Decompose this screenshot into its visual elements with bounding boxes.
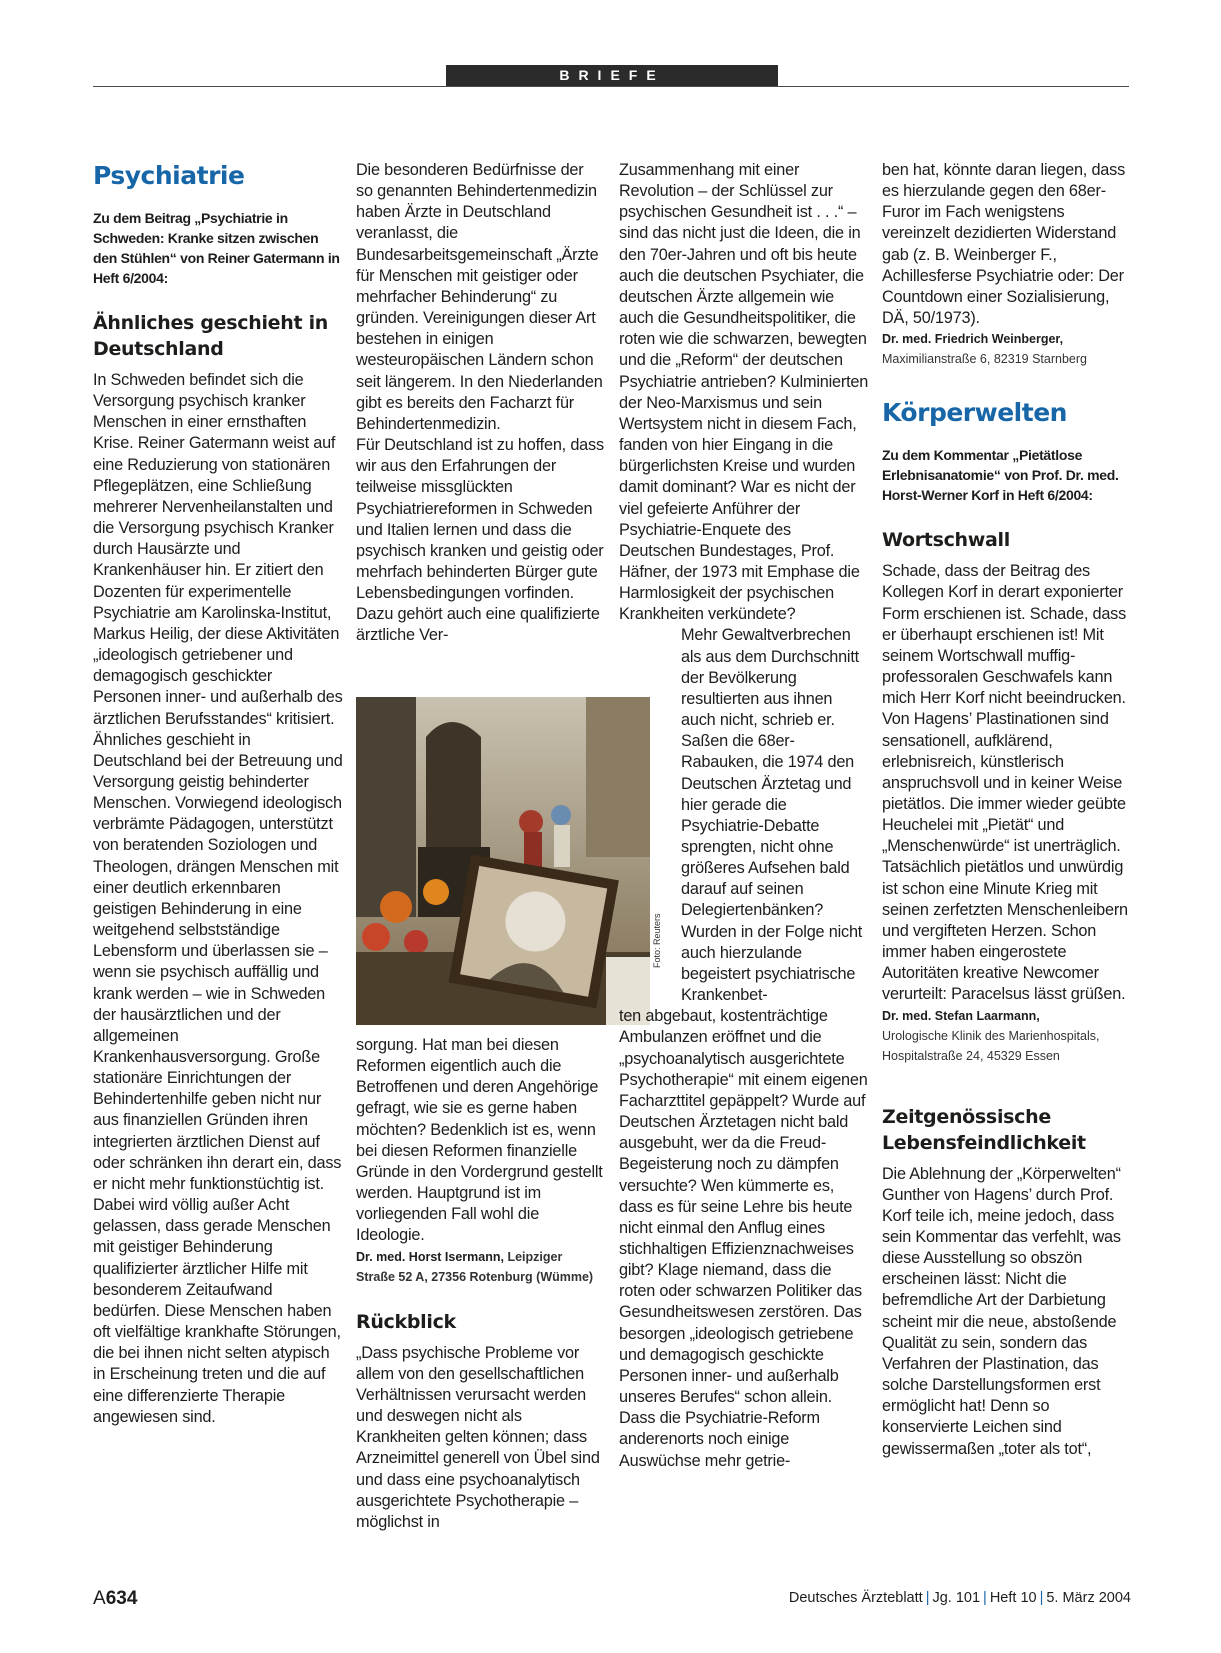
signature-name — [356, 1247, 604, 1287]
column-1 — [93, 160, 343, 1428]
column-2 — [356, 160, 604, 647]
section-header-label: BRIEFE — [446, 65, 778, 86]
section-title-koerperwelten: Körperwelten — [882, 398, 1067, 428]
letter-body-continued: ten abgebaut, kostenträchtige Ambulanzen eröffnet und die „psychoanalytisch ausgerichtete Psychotherapie“ mit einem eigenen Facharzttitel gepäppelt? Wurde auf Deutschen Ärztetagen nicht bald ausgebuht, wer da die Freud-Begeisterung noch zu dämpfen versuchte? Wen kümmerte es, dass es für seine Lehre bis heute nicht einmal den Anflug eines stichhaltigen Effizienznachweises gibt? Klage niemand, dass die roten oder schwarzen Politiker das Gesundheitswesen zerstören. Das besorgen „ideologisch getriebene und demagogisch geschickte Personen inner- und außerhalb unseres Berufes“ schon allein. Dass die Psychiatrie-Reform anderenorts noch einige Auswüchse mehr getrie- — [619, 1007, 868, 1470]
article-reference: Zu dem Kommentar „Pietätlose Erlebnisanatomie“ von Prof. Dr. med. Horst-Werner Korf in Heft 6/2004: — [882, 447, 1119, 504]
memorial-photo — [356, 697, 650, 1025]
signature-address: Urologische Klinik des Marienhospitals, Hospitalstraße 24, 45329 Essen — [882, 1028, 1100, 1063]
column-3 — [619, 160, 869, 1472]
signature-address: Leipziger Straße 52 A, 27356 Rotenburg (Wümme) — [356, 1249, 594, 1284]
photo-credit: Foto: Reuters — [652, 913, 662, 968]
column-4 — [882, 160, 1132, 1460]
column-2-lower — [356, 1035, 604, 1533]
signature-address: Maximilianstraße 6, 82319 Starnberg — [882, 352, 1087, 367]
page-number-value: 634 — [105, 1588, 138, 1609]
page-number — [93, 1588, 137, 1610]
letter-body: In Schweden befindet sich die Versorgung psychisch kranker Menschen in einer ernsthaften Krise. Reiner Gatermann weist auf eine Reduzierung von stationären Pflegeplätzen, eine Schließung mehrerer Nervenheilanstalten und die Versorgung psychisch Kranker durch Hausärzte und Krankenhäuser hin. Er zitiert den Dozenten für experimentelle Psychiatrie am Karolinska-Institut, Markus Heilig, der diese Aktivitäten „ideologisch getriebener und demagogisch geschickter Personen inner- und außerhalb des ärztlichen Berufsstandes“ kritisiert. Ähnliches geschieht in Deutschland bei der Betreuung und Versorgung geistig behinderter Menschen. Vorwiegend ideologisch verbrämte Pädagogen, unterstützt von beratenden Soziologen und Theologen, drängen Menschen mit einer deutlich erkennbaren geistigen Behinderung in eine weitgehend selbstständige Lebensform und überlassen sie – wenn sie psychisch auffällig und krank werden – wie in Schweden der hausärztlichen und der allgemeinen Krankenhausversorgung. Große stationäre Einrichtungen der Behindertenhilfe geben nicht nur aus finanziellen Gründen ihren integrierten ärztlichen Dienst auf oder schränken ihn derart ein, dass er nicht mehr funktionstüchtig ist. Dabei wird völlig außer Acht gelassen, dass gerade Menschen mit geistiger Behinderung qualifizierter ärztlicher Hilfe mit besonderem Zeitaufwand bedürfen. Diese Menschen haben oft vielfältige krankhafte Störungen, die bei ihnen nicht selten atypisch in Erscheinung treten und die auf eine differenzierte Therapie angewiesen sind. — [93, 371, 343, 1426]
journal-date: 5. März 2004 — [1046, 1590, 1131, 1606]
memorial-photo-illustration — [356, 697, 650, 1025]
letter-body-continued: ben hat, könnte daran liegen, dass es hierzulande gegen den 68er-Furor im Fach wenigstens vereinzelt dezidierten Widerstand gab (z. B. Weinberger F., Achillesferse Psychiatrie oder: Der Countdown einer Sozialisierung, DÄ, 50/1973). — [882, 161, 1126, 328]
journal-volume: Jg. 101 — [932, 1590, 981, 1606]
letter-body-beside-photo: Mehr Gewaltverbrechen als aus dem Durchschnitt der Bevölkerung resultierten aus ihnen auch nicht, schrieb er. Saßen die 68er-Rabauken, die 1974 den Deutschen Ärztetag und hier gerade die Psychiatrie-Debatte sprengten, nicht ohne größeres Aufsehen bald darauf auf seinen Delegiertenbänken? Wurden in der Folge nicht auch hierzulande begeistert psychiatrische Krankenbet- — [681, 626, 863, 1005]
section-title-psychiatrie: Psychiatrie — [93, 161, 245, 190]
article-reference: Zu dem Beitrag „Psychiatrie in Schweden: Kranke sitzen zwischen den Stühlen“ von Reiner Gatermann in Heft 6/2004: — [93, 210, 340, 286]
letter-title: Ähnliches geschieht in Deutschland — [93, 312, 329, 360]
letter-title-rueckblick: Rückblick — [356, 1310, 456, 1333]
journal-issue: Heft 10 — [989, 1590, 1037, 1606]
journal-info: Deutsches Ärzteblatt | Jg. 101 | Heft 10 | 5. März 2004 — [788, 1590, 1131, 1606]
letter-body-lebensfeindlichkeit: Die Ablehnung der „Körperwelten“ Gunther von Hagens’ durch Prof. Korf teile ich, meine jedoch, dass sein Kommentar das verfehlt, was diese Ausstellung so obszön erscheinen lässt: Nicht die befremdliche Art der Darbietung scheint mir die neue, abstoßende Qualität zu sein, sondern das Verfahren der Plastination, das solche Darstellungsformen erst ermöglicht hat! Denn so konservierte Leichen sind gewissermaßen „toter als tot“, — [882, 1164, 1121, 1458]
letter-body-continued: sorgung. Hat man bei diesen Reformen eigentlich auch die Betroffenen und deren Angehörige gefragt, wie sie es gerne haben möchten? Bedenklich ist es, wenn bei diesen Reformen finanzielle Gründe in den Vordergrund gestellt werden. Hauptgrund ist im vorliegenden Fall wohl die Ideologie. — [356, 1036, 603, 1245]
page-prefix: A — [93, 1588, 106, 1609]
signature-name-text: Dr. med. Horst Isermann, — [356, 1249, 504, 1264]
header-rule — [93, 86, 1129, 87]
letter-body-continued: Zusammenhang mit einer Revolution – der Schlüssel zur psychischen Gesundheit ist . . .“ – sind das nicht just die Ideen, die in den 70er-Jahren und oft bis heute auch die deutschen Psychiater, die deutschen Ärzte allgemein wie auch die Gesundheitspolitiker, die roten wie die schwarzen, bewegten und die „Reform“ der deutschen Psychiatrie antrieben? Kulminierten der Neo-Marxismus und sein Wertsystem nicht in diesem Fach, fanden von hier Eingang in die bürgerlichsten Kreise und wurden damit dominant? War es nicht der viel gefeierte Anführer der Psychiatrie-Enquete des Deutschen Bundestages, Prof. Häfner, der 1973 mit Emphase die Harmlosigkeit der psychischen Krankheiten verkündete? — [619, 161, 869, 624]
letter-body-wortschwall: Schade, dass der Beitrag des Kollegen Korf in derart exponierter Form erschienen ist. Schade, dass er überhaupt erschienen ist! Mit seinem Wortschwall muffig-professoralen Geschwafels kann mich Herr Korf nicht beeindrucken. Von Hagens’ Plastinationen sind sensationell, aufklärend, erlebnisreich, künstlerisch anspruchsvoll und in keiner Weise pietätlos. Die immer wieder geübte Heuchelei mit „Pietät“ und „Menschenwürde“ ist unerträglich. Tatsächlich pietätlos und unwürdig ist schon eine Minute Krieg mit seinen zerfetzten Menschenleibern und vergifteten Herzen. Schon immer haben eingerostete Autoritäten kreative Newcomer verurteilt: Paracelsus lässt grüßen. — [882, 562, 1128, 1004]
signature-name: Dr. med. Friedrich Weinberger, — [882, 332, 1064, 347]
letter-title-lebensfeindlichkeit: Zeitgenössische Lebensfeindlichkeit — [882, 1105, 1086, 1154]
journal-name: Deutsches Ärzteblatt — [788, 1590, 923, 1606]
letter-body-rueckblick: „Dass psychische Probleme vor allem von den gesellschaftlichen Verhältnissen verursacht werden und deswegen nicht als Krankheiten gelten können; dass Arzneimittel generell von Übel sind und dass eine psychoanalytisch ausgerichtete Psychotherapie – möglichst in — [356, 1343, 600, 1531]
letter-title-wortschwall: Wortschwall — [882, 529, 1010, 552]
signature-name: Dr. med. Stefan Laarmann, — [882, 1008, 1040, 1023]
letter-body-continued: Die besonderen Bedürfnisse der so genannten Behindertenmedizin haben Ärzte in Deutschland veranlasst, die Bundesarbeitsgemeinschaft „Ärzte für Menschen mit geistiger oder mehrfacher Behinderung“ zu gründen. Vereinigungen dieser Art bestehen in einigen westeuropäischen Ländern schon seit längerem. In den Niederlanden gibt es bereits den Facharzt für Behindertenmedizin. Für Deutschland ist zu hoffen, dass wir aus den Erfahrungen der teilweise missglückten Psychiatriereformen in Schweden und Italien lernen und dass die psychisch kranken und geistig oder mehrfach behinderten Bürger gute Lebensbedingungen vorfinden. Dazu gehört auch eine qualifizierte ärztliche Ver- — [356, 161, 604, 645]
